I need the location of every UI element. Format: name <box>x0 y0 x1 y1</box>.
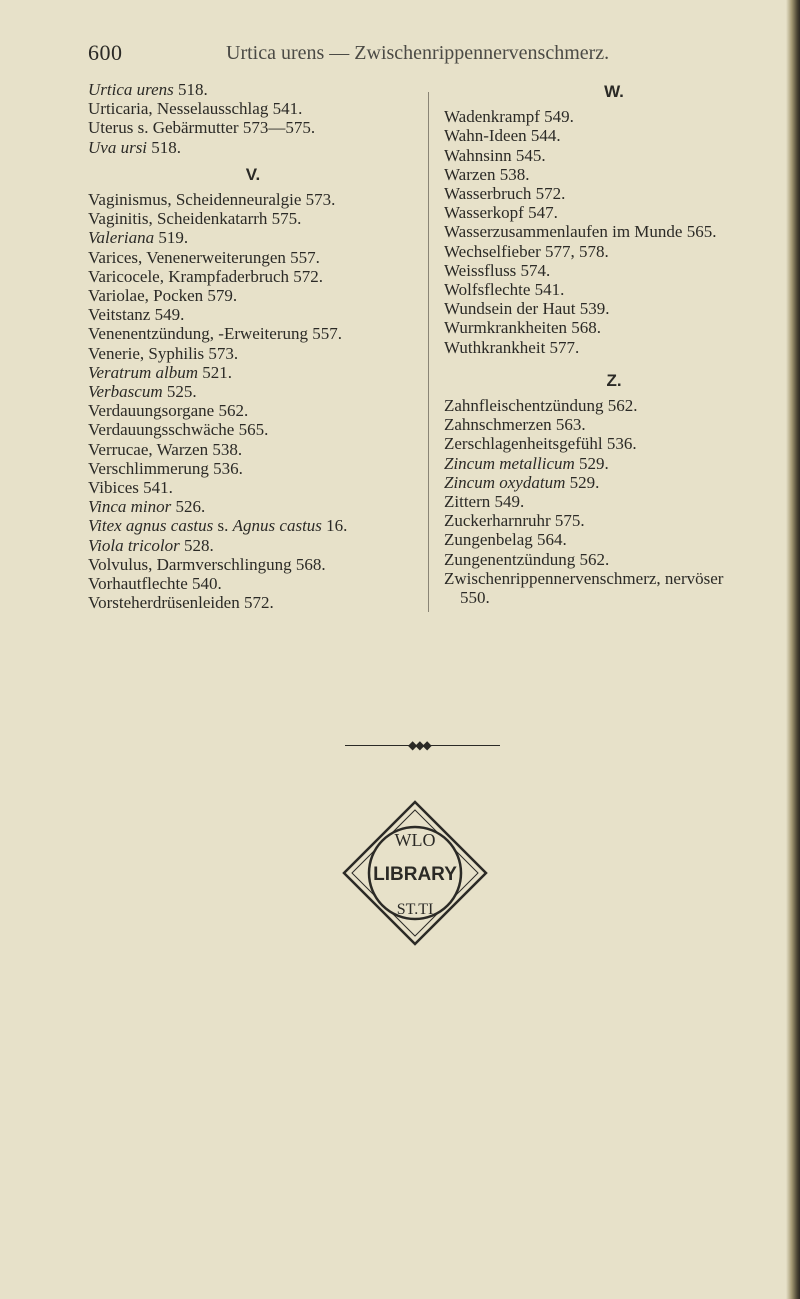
index-entry <box>88 459 418 478</box>
entry-text: Zerschlagenheitsgefühl 536. <box>444 434 637 454</box>
entry-text: Wahn-Ideen 544. <box>444 126 561 146</box>
entry-text: Vibices 541. <box>88 478 173 498</box>
index-entry <box>88 440 418 459</box>
entry-text: Wechselfieber 577, 578. <box>444 241 609 261</box>
entry-text: 526. <box>171 497 206 517</box>
index-entry <box>444 530 800 549</box>
entry-text: Warzen 538. <box>444 164 530 184</box>
index-entry <box>88 80 418 99</box>
index-entry <box>444 242 800 261</box>
index-entry <box>444 184 800 203</box>
index-entry <box>88 382 418 401</box>
index-entry <box>88 228 418 247</box>
index-entry <box>444 588 800 607</box>
entry-term-italic: Zincum oxydatum <box>444 472 566 492</box>
index-entry <box>88 248 418 267</box>
index-entry <box>88 286 418 305</box>
entry-text: Wurmkrankheiten 568. <box>444 318 601 338</box>
entry-term-italic: Uva ursi <box>88 137 148 157</box>
entry-text: Vaginitis, Scheidenkatarrh 575. <box>88 209 302 229</box>
entry-text: 518. <box>147 137 182 157</box>
index-entry <box>88 574 418 593</box>
entry-text: 521. <box>198 362 233 382</box>
entry-text: Verrucae, Warzen 538. <box>88 439 243 459</box>
entry-text: Zwischenrippennervenschmerz, nervöser <box>444 568 724 588</box>
entry-text: 518. <box>173 80 208 99</box>
entry-text: Wasserbruch 572. <box>444 184 566 204</box>
entry-term-italic: Vitex agnus castus <box>88 516 214 536</box>
entry-text: Wuthkrankheit 577. <box>444 337 580 357</box>
index-entry <box>444 126 800 145</box>
entry-text: Vorhautflechte 540. <box>88 574 222 594</box>
entry-text: Wolfsflechte 541. <box>444 280 565 300</box>
index-entry <box>444 454 800 473</box>
entry-text: s. <box>213 516 233 536</box>
index-entry <box>444 473 800 492</box>
entry-text: Wasserkopf 547. <box>444 203 558 223</box>
section-heading-z: Z. <box>606 370 622 390</box>
entry-text: Variolae, Pocken 579. <box>88 286 238 306</box>
index-entry <box>444 107 800 126</box>
entry-text: Varices, Venenerweiterungen 557. <box>88 247 320 267</box>
entry-text: Weissfluss 574. <box>444 260 551 280</box>
index-entry <box>88 324 418 343</box>
index-entry <box>444 338 800 357</box>
index-entry <box>444 492 800 511</box>
index-entry <box>88 138 418 157</box>
entry-text: 16. <box>321 516 348 536</box>
entry-text: Urticaria, Nesselausschlag 541. <box>88 99 303 119</box>
index-entry <box>88 401 418 420</box>
index-entry <box>444 550 800 569</box>
entry-text: Vaginismus, Scheidenneuralgie 573. <box>88 190 336 210</box>
section-heading-w: W. <box>604 82 624 101</box>
stamp-bottom-text: ST.TI <box>396 901 434 918</box>
index-entry <box>88 478 418 497</box>
column-divider <box>428 92 429 612</box>
entry-text: 529. <box>565 472 600 492</box>
library-stamp <box>340 798 490 948</box>
index-entry <box>444 318 800 337</box>
entry-term-italic: Valeriana <box>88 228 155 248</box>
entries-v <box>88 190 418 612</box>
entry-text: Vorsteherdrüsenleiden 572. <box>88 593 274 613</box>
index-entry <box>88 305 418 324</box>
entry-text: Verschlimmerung 536. <box>88 458 243 478</box>
index-entry <box>444 434 800 453</box>
index-entry <box>444 396 800 415</box>
index-entry <box>444 511 800 530</box>
index-entry <box>444 165 800 184</box>
entry-text: Venenentzündung, -Erweiterung 557. <box>88 324 342 344</box>
running-title: Urtica urens — Zwischenrippennervenschmerz. <box>226 42 610 64</box>
entry-text: Zahnfleischentzündung 562. <box>444 396 638 416</box>
index-entry <box>444 415 800 434</box>
entry-text: Verdauungsorgane 562. <box>88 401 249 421</box>
index-entry <box>444 203 800 222</box>
index-column-left <box>88 80 418 612</box>
entry-text: Zuckerharnruhr 575. <box>444 511 585 531</box>
entry-text: Wahnsinn 545. <box>444 145 546 165</box>
index-entry <box>88 190 418 209</box>
stamp-top-text: WLO <box>394 830 436 850</box>
entry-text: Uterus s. Gebärmutter 573—575. <box>88 118 316 138</box>
entry-text: 529. <box>574 453 609 473</box>
section-heading-v: V. <box>245 164 261 184</box>
entries-w <box>444 107 800 357</box>
entry-text: Zahnschmerzen 563. <box>444 415 586 435</box>
index-entry <box>88 363 418 382</box>
entry-text: 550. <box>460 588 490 608</box>
entry-text: 525. <box>162 382 197 402</box>
entry-text: Zungenentzündung 562. <box>444 549 610 569</box>
page-header <box>88 40 688 70</box>
index-entry <box>88 118 418 137</box>
entry-text: Wadenkrampf 549. <box>444 107 574 127</box>
index-entry <box>88 516 418 535</box>
index-entry <box>88 593 418 612</box>
entry-text: 519. <box>154 228 189 248</box>
index-entry <box>88 344 418 363</box>
index-entry <box>444 299 800 318</box>
index-entry <box>88 555 418 574</box>
entry-text: Zungenbelag 564. <box>444 530 567 550</box>
entry-term-italic: Zincum metallicum <box>444 453 575 473</box>
index-entry <box>444 261 800 280</box>
index-entry <box>444 280 800 299</box>
index-entry <box>88 267 418 286</box>
entry-term-italic: Agnus castus <box>232 516 322 536</box>
index-entry <box>444 569 800 588</box>
index-entry <box>88 536 418 555</box>
stamp-center-text: LIBRARY <box>373 864 457 885</box>
entry-text: Veitstanz 549. <box>88 305 185 325</box>
entry-term-italic: Vinca minor <box>88 497 172 517</box>
entry-term-italic: Urtica urens <box>88 80 174 99</box>
entry-text: Volvulus, Darmverschlingung 568. <box>88 554 326 574</box>
entry-text: 528. <box>179 535 214 555</box>
entries-z <box>444 396 800 607</box>
end-ornament-icon: ◆◆◆ <box>408 738 430 752</box>
index-entry <box>444 222 800 241</box>
index-entry <box>88 497 418 516</box>
page-number: 600 <box>88 40 123 65</box>
entry-text: Zittern 549. <box>444 492 525 512</box>
entry-term-italic: Veratrum album <box>88 362 199 382</box>
entry-text: Venerie, Syphilis 573. <box>88 343 239 363</box>
index-entry <box>88 99 418 118</box>
entries-u <box>88 80 418 157</box>
entry-text: Varicocele, Krampfaderbruch 572. <box>88 266 324 286</box>
index-column-right <box>432 80 800 607</box>
entry-term-italic: Verbascum <box>88 382 163 402</box>
entry-term-italic: Viola tricolor <box>88 535 180 555</box>
index-entry <box>88 420 418 439</box>
index-entry <box>88 209 418 228</box>
entry-text: Wundsein der Haut 539. <box>444 299 610 319</box>
entry-text: Verdauungsschwäche 565. <box>88 420 269 440</box>
entry-text: Wasserzusammenlaufen im Munde 565. <box>444 222 717 242</box>
index-entry <box>444 146 800 165</box>
